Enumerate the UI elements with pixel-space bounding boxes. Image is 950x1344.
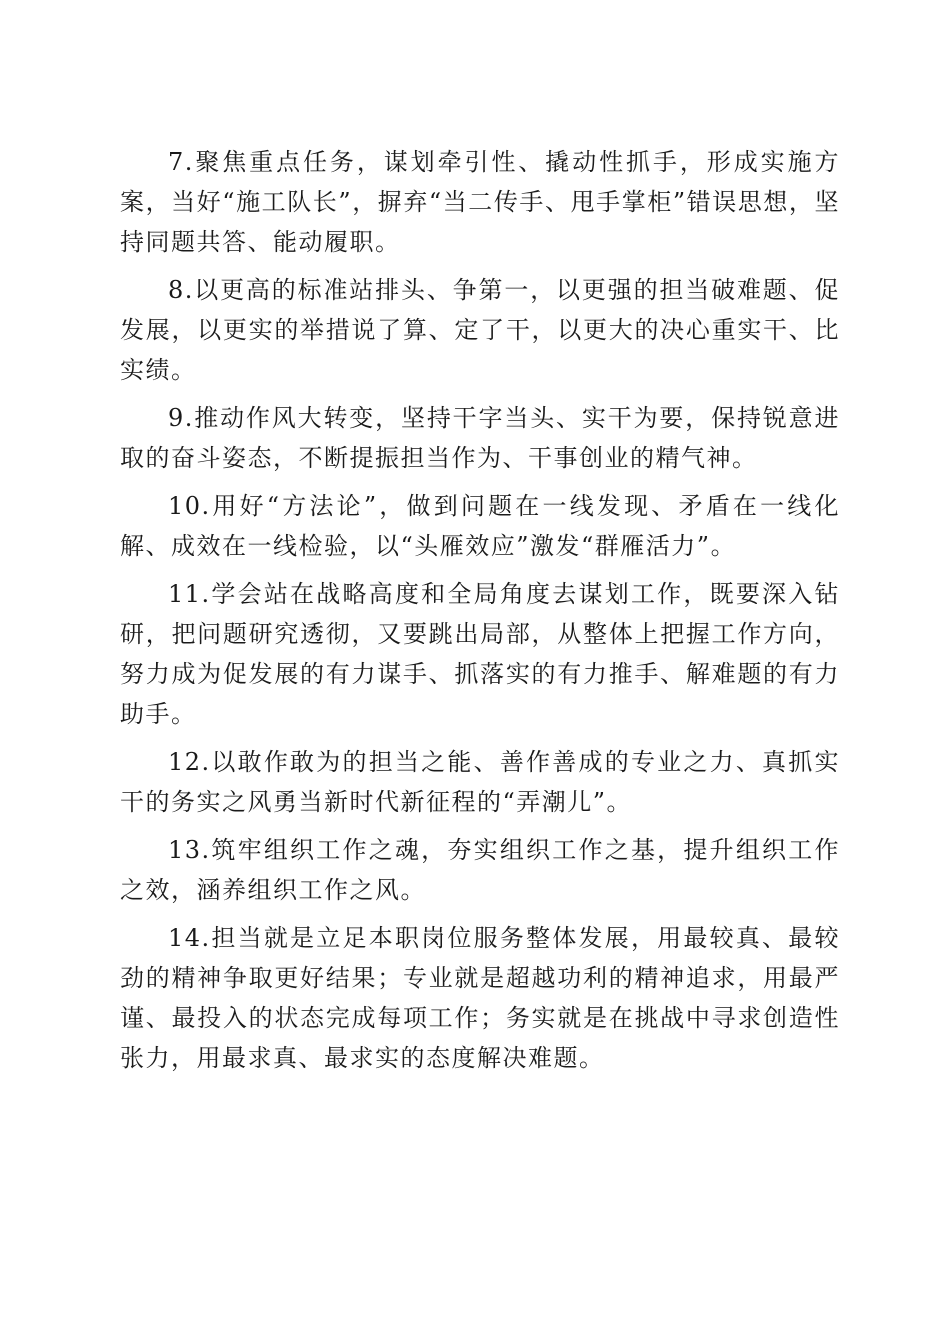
paragraph-8: 8.以更高的标准站排头、争第一，以更强的担当破难题、促发展，以更实的举措说了算、定了干，以更大的决心重实干、比实绩。 bbox=[120, 276, 840, 384]
paragraph-14: 14.担当就是立足本职岗位服务整体发展，用最较真、最较劲的精神争取更好结果；专业就是超越功利的精神追求，用最严谨、最投入的状态完成每项工作；务实就是在挑战中寻求创造性张力，用最求真、最求实的态度解决难题。 bbox=[120, 924, 840, 1072]
paragraph-10: 10.用好“方法论”，做到问题在一线发现、矛盾在一线化解、成效在一线检验，以“头雁效应”激发“群雁活力”。 bbox=[120, 492, 840, 560]
paragraph-11: 11.学会站在战略高度和全局角度去谋划工作，既要深入钻研，把问题研究透彻，又要跳出局部，从整体上把握工作方向，努力成为促发展的有力谋手、抓落实的有力推手、解难题的有力助手。 bbox=[120, 580, 840, 728]
paragraph-9: 9.推动作风大转变，坚持干字当头、实干为要，保持锐意进取的奋斗姿态，不断提振担当作为、干事创业的精气神。 bbox=[120, 404, 840, 472]
document-page bbox=[120, 142, 840, 1086]
paragraph-12: 12.以敢作敢为的担当之能、善作善成的专业之力、真抓实干的务实之风勇当新时代新征程的“弄潮儿”。 bbox=[120, 748, 840, 816]
paragraph-7: 7.聚焦重点任务，谋划牵引性、撬动性抓手，形成实施方案，当好“施工队长”，摒弃“当二传手、甩手掌柜”错误思想，坚持同题共答、能动履职。 bbox=[120, 148, 840, 256]
paragraph-13: 13.筑牢组织工作之魂，夯实组织工作之基，提升组织工作之效，涵养组织工作之风。 bbox=[120, 836, 840, 904]
